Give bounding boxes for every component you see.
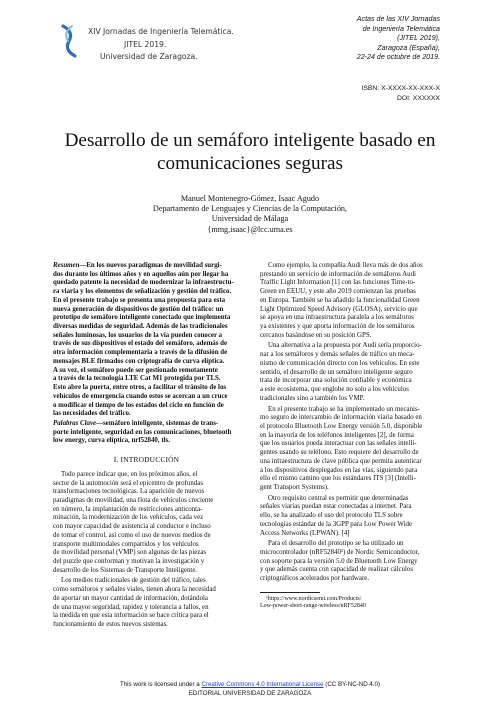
text-line: sector de la automoción será el epicentro de profundas [53,479,204,487]
abstract-line: ra viaria y los elementos de señalización y gestión del tráfico. [53,288,232,296]
text-line: Como ejemplo, la compañía Audi lleva más de dos años [268,262,423,269]
keywords [53,420,240,446]
abstract-line: señales luminosas, los usuarios de la vía pueden conocer a [53,331,223,339]
proceedings-line: Actas de las XIV Jornadas [356,15,440,23]
jitel-logo [60,24,78,58]
intro-paragraph [53,471,240,576]
footnote-line: ¹https://www.nordicsemi.com/Products/ [266,595,362,602]
abstract-line: a través de la tecnología LTE Cat M1 protegida por TLS. [53,375,221,383]
body-paragraph [260,342,450,403]
conference-line: XIV Jornadas de Ingeniería Telemática. [88,27,234,36]
title-line: Desarrollo de un semáforo inteligente basado en [64,130,436,151]
text-line: ya existentes y que aporta información de los semáforos [260,323,415,331]
text-line: en número, la implantación de restricciones anticonta- [53,505,203,513]
license-notice [0,680,500,689]
text-line: microcontrolador (nRF52840¹) de Nordic Semiconductor, [260,549,420,556]
text-line: de aportar un mayor cantidad de información, dotándola [53,594,208,602]
text-line: Green en EEUU, y este año 2019 comienzan las pruebas [260,288,416,296]
text-line: Una alternativa a la propuesta por Audi sería proporcio- [268,342,422,350]
paper-title [40,130,460,175]
section-heading: I. INTRODUCCIÓN [113,455,180,465]
abstract-line: dos durante los últimos años y en aquellos aún por llegar ha [53,270,229,278]
proceedings-line: 22-24 de octubre de 2019. [356,53,440,62]
text-line: Otro requisito central es permitir que determinadas [268,494,409,502]
text-line: transporte multimodales compartidos y los vehículos [53,540,199,548]
text-line: una infraestructura de clave pública que permita autenticar [260,457,422,465]
affiliation: Universidad de Málaga [211,214,289,224]
text-line: mo seguro de intercambio de información viaria basado en [260,414,422,422]
abstract-line: o modificar el tiempo de los estados del ciclo en función de [53,401,224,409]
text-line: Traffic Light Information [1] con las funciones Time-to- [260,279,416,287]
left-column [53,262,240,630]
text-line: gentes usando su teléfono. Esto requiere del desarrollo de [260,449,419,457]
text-line: el protocolo Bluetooth Low Energy versión 5.0, disponible [260,422,423,430]
identifiers [361,84,440,103]
text-line: funcionamiento de estos nuevos sistemas. [53,621,169,629]
text-line: a este ecosistema, que englobe no solo a los vehículos [260,386,409,394]
text-line: trata de incorporar una solución confiable y económica [260,377,412,385]
abstract [53,262,240,419]
intro-paragraph [53,577,240,629]
proceedings-line: de Ingeniería Telemática [362,24,440,33]
conference-info [88,26,234,64]
abstract-line: través de sus dispositivos el estado del semáforo, además de [53,340,228,348]
text-line: sentido, el desarrollo de un semáforo inteligente seguro [260,368,413,376]
license-link[interactable]: Creative Commons 4.0 International License [201,681,324,688]
text-line: la medida en que esta información se hace crítica para el [53,612,209,620]
proceedings-info [280,15,440,63]
abstract-line: prototipo de semáforo inteligente conectado que implementa [53,314,231,322]
body-paragraph [260,262,450,340]
text-line: se apoya en una infraestructura paralela a los semáforos [260,314,414,322]
keywords-label: Palabras Clave [53,419,97,427]
text-line: a los dispositivos desplegados en las vías, siguiendo para [260,466,418,474]
abstract-line: nueva generación de dispositivos de gestión del tráfico: un [53,305,224,313]
title-line: comunicaciones seguras [157,152,343,174]
text-line: y que además cuenta con capacidad de realizar cálculos [260,566,414,574]
text-line: de movilidad personal (VMP) son algunas de las piezas [53,549,207,557]
text-line: minación, la modernización de los vehículos, cada vez [53,514,204,522]
text-line: nismo de comunicación directo con los vehículos. En este [260,359,420,367]
text-line: desarrollo de los Sistemas de Transporte Inteligente. [53,566,198,574]
author-names: Manuel Montenegro-Gómez, Isaac Agudo [180,194,320,203]
proceedings-line: (JITEL 2019), [397,34,440,43]
doi: DOI: XXXXXX [396,94,440,102]
text-line: como semáforos y señales viales, tienen ahora la necesidad [53,586,216,594]
text-line: del puzzle que conforman y motivan la investigación y [53,558,205,565]
author-email: {mmg,isaac}@lcc.uma.es [207,224,293,234]
text-line: de una mayor seguridad, rapidez y tolerancia a fallos, en [53,603,209,611]
text-line: nar a los semáforos y demás señales de tráfico un meca- [260,351,415,359]
abstract-line: mensajes BLE firmados con criptografía de curva elíptica. [53,357,225,365]
abstract-line: vehículos de emergencia cuando estos se acercan a un cruce [53,392,228,400]
license-text: (CC BY-NC-ND 4.0) [323,681,381,688]
abstract-line: otra información complementaria a través de la difusión de [53,349,228,357]
text-line: con mayor capacidad de asistencia al conductor e incluso [53,523,211,531]
license-text: This work is licensed under a [119,681,202,688]
abstract-line: En el presente trabajo se presenta una propuesta para esta [53,296,226,304]
text-line: Todo parece indicar que, en los próximos años, el [61,470,198,478]
abstract-line: quedado patente la necesidad de modernizar la infraestructu- [53,279,234,287]
publisher: EDITORIAL UNIVERSIDAD DE ZARAGOZA [188,690,312,698]
abstract-line: A su vez, el semáforo puede ser gestionado remotamente [53,366,218,374]
abstract-line: las necesidades del tráfico. [53,410,131,418]
text-line: ello, se ha analizado el uso del protocolo TLS sobre [260,512,403,520]
text-line: transformaciones tecnológicas. La aparición de nuevos [53,488,205,496]
text-line: Access Networks (LPWAN). [4] [260,529,350,537]
text-line: que los usuarios pueda interactuar con las señales intelli- [260,440,417,448]
abstract-label: Resumen [53,262,80,269]
text-line: ello el mismo camino que los estándares ITS [3] (Intelli- [260,475,416,483]
text-line: En el presente trabajo se ha implementado un mecanis- [268,405,420,413]
keywords-line: porte inteligente, seguridad en las comunicaciones, bluetooth [53,428,232,436]
text-line: tecnologías estándar de la 3GPP para Low Power Wide [260,520,413,528]
text-line: en la mayoría de los teléfonos inteligentes [2], de forma [260,431,414,439]
text-line: Light Optimized Speed Advisory (GLOSA), servicio que [260,305,418,313]
keywords-line: —semáforo inteligente, sistemas de trans- [96,419,219,427]
affiliation: Departamento de Lenguajes y Ciencias de la Computación, [152,204,348,214]
footnote-line: Low-power-short-range-wireless/nRF52840 [260,603,366,610]
text-line: señales viarias puedan estar conectadas a internet. Para [260,503,412,511]
footnote [260,596,450,611]
text-line: criptográficos acelerados por hardware. [260,575,370,583]
text-line: de tomar el control, así como el uso de nuevos medios de [53,531,211,539]
isbn: ISBN: X-XXXX-XX-XXX-X [361,85,440,92]
author-block [40,194,460,235]
conference-line: Universidad de Zaragoza. [100,52,198,62]
keywords-line: low energy, curva elíptica, nrf52840, tls. [53,437,170,445]
text-line: gent Transport Systems). [260,483,329,491]
text-line: Los medios tradicionales de gestión del tráfico, tales [61,577,206,585]
body-paragraph [260,406,450,493]
body-paragraph [260,540,450,584]
footnote-rule [260,592,320,593]
proceedings-line: Zaragoza (España), [377,43,440,52]
text-line: con soporte para la versión 5.0 de Bluetooth Low Energy [260,557,418,565]
text-line: paradigmas de movilidad, una flota de vehículos creciente [53,496,214,504]
body-paragraph [260,495,450,539]
page-footer [0,680,500,698]
abstract-line: —En los nuevos paradigmas de movilidad surgi- [79,262,222,269]
text-line: prestando un servicio de información de semáforos Audi [260,270,416,278]
abstract-line: Esto abre la puerta, entre otros, a facilitar el tránsito de los [53,384,227,392]
abstract-line: diversas medidas de seguridad. Además de las tradicionales [53,323,228,331]
text-line: Para el desarrollo del prototipo se ha utilizado un [268,540,404,548]
text-line: tradicionales sino a también los VMP. [260,394,365,402]
text-line: en Europa. También se ha añadido la funcionalidad Green [260,296,420,304]
right-column [260,262,450,611]
text-line: cercanos basándose en su posición GPS. [260,331,372,339]
conference-line: JITEL 2019. [124,39,167,49]
